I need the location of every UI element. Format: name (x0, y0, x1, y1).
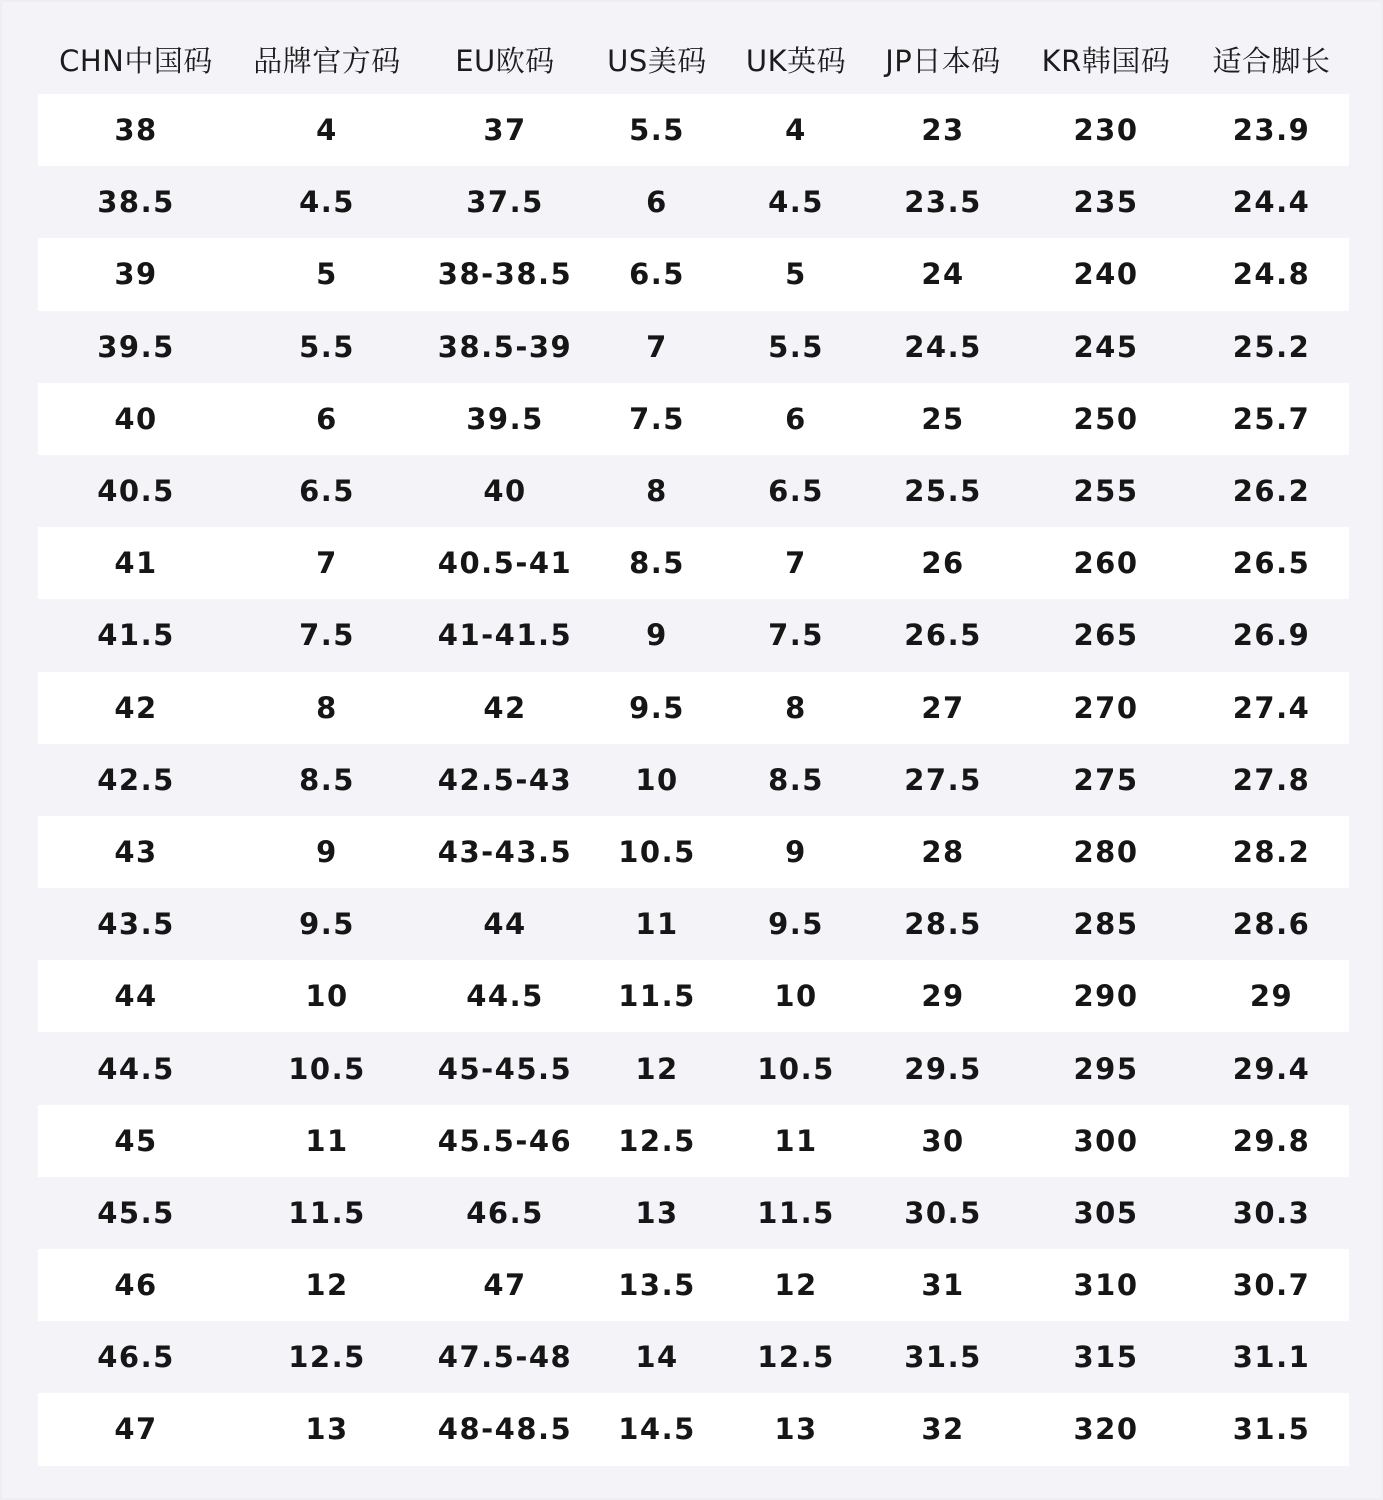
cell-eu-size: 48-48.5 (437, 1412, 573, 1447)
cell-jp-size: 27 (921, 690, 965, 725)
header-brand-size: 品牌官方码 (253, 43, 401, 78)
cell-brand-size: 7 (316, 546, 338, 581)
cell-uk-size: 7 (785, 546, 807, 581)
cell-eu-size: 44.5 (466, 979, 544, 1014)
cell-eu-size: 44 (483, 907, 527, 942)
cell-kr-size: 270 (1073, 690, 1139, 725)
cell-us-size: 14 (635, 1340, 679, 1375)
cell-jp-size: 31 (921, 1268, 965, 1303)
cell-foot-length: 23.9 (1232, 113, 1311, 148)
cell-foot-length: 31.5 (1232, 1412, 1311, 1447)
cell-eu-size: 45.5-46 (437, 1123, 573, 1158)
cell-uk-size: 12.5 (757, 1340, 835, 1375)
cell-jp-size: 24.5 (904, 329, 982, 364)
cell-chn-size: 41.5 (97, 618, 175, 653)
cell-brand-size: 7.5 (299, 618, 355, 653)
cell-eu-size: 46.5 (466, 1195, 544, 1230)
table-row (38, 672, 1349, 744)
cell-chn-size: 42.5 (97, 762, 175, 797)
cell-foot-length: 24.8 (1232, 257, 1311, 292)
header-uk-size: UK英码 (745, 43, 847, 78)
cell-foot-length: 30.3 (1232, 1195, 1311, 1230)
cell-kr-size: 250 (1073, 401, 1139, 436)
cell-us-size: 12.5 (618, 1123, 696, 1158)
cell-uk-size: 4.5 (768, 185, 824, 220)
cell-kr-size: 235 (1073, 185, 1139, 220)
table-body (38, 94, 1349, 1466)
table-row (38, 166, 1349, 238)
cell-uk-size: 5.5 (768, 329, 824, 364)
cell-uk-size: 7.5 (768, 618, 824, 653)
cell-kr-size: 320 (1073, 1412, 1139, 1447)
cell-eu-size: 42.5-43 (437, 762, 573, 797)
header-foot-length: 适合脚长 (1212, 43, 1331, 78)
cell-foot-length: 28.6 (1232, 907, 1311, 942)
cell-foot-length: 29 (1249, 979, 1294, 1014)
cell-kr-size: 265 (1073, 618, 1139, 653)
cell-jp-size: 23 (921, 113, 965, 148)
cell-chn-size: 41 (114, 546, 158, 581)
cell-kr-size: 240 (1073, 257, 1139, 292)
cell-eu-size: 41-41.5 (437, 618, 573, 653)
cell-foot-length: 29.4 (1232, 1051, 1311, 1086)
cell-jp-size: 24 (921, 257, 965, 292)
cell-us-size: 14.5 (618, 1412, 696, 1447)
cell-brand-size: 8.5 (299, 762, 355, 797)
table-row (38, 94, 1349, 166)
cell-foot-length: 27.8 (1232, 762, 1311, 797)
cell-chn-size: 45 (114, 1123, 158, 1158)
cell-brand-size: 9.5 (299, 907, 355, 942)
cell-chn-size: 43 (114, 834, 158, 869)
cell-foot-length: 27.4 (1232, 690, 1311, 725)
cell-uk-size: 10 (774, 979, 818, 1014)
cell-chn-size: 46.5 (97, 1340, 175, 1375)
cell-brand-size: 5 (316, 257, 338, 292)
cell-jp-size: 32 (921, 1412, 965, 1447)
cell-foot-length: 30.7 (1232, 1268, 1311, 1303)
cell-uk-size: 6 (785, 401, 807, 436)
cell-brand-size: 4 (316, 113, 338, 148)
cell-brand-size: 9 (316, 834, 338, 869)
cell-eu-size: 38.5-39 (437, 329, 573, 364)
table-row (38, 1321, 1349, 1393)
cell-jp-size: 26 (921, 546, 965, 581)
cell-kr-size: 255 (1073, 474, 1139, 509)
cell-jp-size: 28.5 (904, 907, 982, 942)
cell-jp-size: 26.5 (904, 618, 982, 653)
cell-foot-length: 28.2 (1232, 834, 1311, 869)
cell-uk-size: 12 (774, 1268, 818, 1303)
cell-chn-size: 44.5 (97, 1051, 175, 1086)
cell-brand-size: 4.5 (299, 185, 355, 220)
cell-chn-size: 40.5 (97, 474, 175, 509)
header-jp-size: JP日本码 (885, 43, 1001, 78)
cell-kr-size: 290 (1073, 979, 1139, 1014)
cell-brand-size: 12 (305, 1268, 349, 1303)
cell-jp-size: 30 (921, 1123, 965, 1158)
cell-jp-size: 29.5 (904, 1051, 982, 1086)
cell-brand-size: 6 (316, 401, 338, 436)
header-us-size: US美码 (607, 43, 707, 78)
cell-foot-length: 26.5 (1232, 546, 1311, 581)
cell-brand-size: 6.5 (299, 474, 355, 509)
cell-us-size: 9 (646, 618, 668, 653)
cell-uk-size: 4 (785, 113, 807, 148)
table-row (38, 1177, 1349, 1249)
cell-uk-size: 9.5 (768, 907, 824, 942)
cell-uk-size: 11.5 (757, 1195, 835, 1230)
cell-brand-size: 10.5 (288, 1051, 366, 1086)
table-row (38, 238, 1349, 310)
cell-us-size: 13.5 (618, 1268, 696, 1303)
cell-jp-size: 23.5 (904, 185, 982, 220)
cell-kr-size: 275 (1073, 762, 1139, 797)
cell-uk-size: 8 (785, 690, 807, 725)
header-eu-size: EU欧码 (455, 43, 555, 78)
table-row (38, 888, 1349, 960)
cell-us-size: 7 (646, 329, 668, 364)
table-row (38, 1393, 1349, 1465)
table-row (38, 311, 1349, 383)
cell-brand-size: 5.5 (299, 329, 355, 364)
cell-kr-size: 305 (1073, 1195, 1139, 1230)
cell-kr-size: 280 (1073, 834, 1139, 869)
cell-us-size: 9.5 (629, 690, 685, 725)
header-kr-size: KR韩国码 (1041, 43, 1171, 78)
cell-eu-size: 43-43.5 (437, 834, 573, 869)
cell-eu-size: 40.5-41 (437, 546, 573, 581)
cell-uk-size: 11 (774, 1123, 818, 1158)
cell-chn-size: 44 (114, 979, 158, 1014)
cell-foot-length: 26.9 (1232, 618, 1311, 653)
table-row (38, 1249, 1349, 1321)
cell-uk-size: 13 (774, 1412, 818, 1447)
cell-us-size: 11.5 (618, 979, 696, 1014)
cell-eu-size: 37 (483, 113, 527, 148)
cell-eu-size: 47 (483, 1268, 527, 1303)
header-chn-size: CHN中国码 (59, 43, 213, 78)
cell-us-size: 8.5 (629, 546, 685, 581)
cell-eu-size: 40 (483, 474, 527, 509)
cell-foot-length: 25.7 (1232, 401, 1311, 436)
cell-brand-size: 10 (305, 979, 349, 1014)
table-row (38, 960, 1349, 1032)
cell-chn-size: 42 (114, 690, 158, 725)
cell-chn-size: 46 (114, 1268, 158, 1303)
cell-chn-size: 45.5 (97, 1195, 175, 1230)
cell-uk-size: 6.5 (768, 474, 824, 509)
cell-foot-length: 31.1 (1232, 1340, 1311, 1375)
cell-chn-size: 43.5 (97, 907, 175, 942)
table-row (38, 527, 1349, 599)
cell-brand-size: 11.5 (288, 1195, 366, 1230)
cell-foot-length: 29.8 (1232, 1123, 1311, 1158)
table-row (38, 744, 1349, 816)
cell-kr-size: 300 (1073, 1123, 1139, 1158)
cell-kr-size: 230 (1073, 113, 1139, 148)
cell-uk-size: 5 (785, 257, 807, 292)
table-row (38, 599, 1349, 671)
cell-jp-size: 31.5 (904, 1340, 982, 1375)
cell-eu-size: 45-45.5 (437, 1051, 573, 1086)
cell-jp-size: 30.5 (904, 1195, 982, 1230)
cell-us-size: 10 (635, 762, 679, 797)
cell-us-size: 5.5 (629, 113, 685, 148)
cell-chn-size: 40 (114, 401, 158, 436)
cell-chn-size: 39.5 (97, 329, 175, 364)
cell-jp-size: 27.5 (904, 762, 982, 797)
cell-brand-size: 11 (305, 1123, 349, 1158)
cell-jp-size: 25.5 (904, 474, 982, 509)
cell-chn-size: 39 (114, 257, 158, 292)
cell-us-size: 12 (635, 1051, 679, 1086)
cell-eu-size: 37.5 (466, 185, 544, 220)
table-row (38, 455, 1349, 527)
cell-foot-length: 24.4 (1232, 185, 1311, 220)
cell-kr-size: 295 (1073, 1051, 1139, 1086)
cell-us-size: 7.5 (629, 401, 685, 436)
cell-eu-size: 38-38.5 (437, 257, 573, 292)
cell-uk-size: 8.5 (768, 762, 824, 797)
cell-us-size: 13 (635, 1195, 679, 1230)
cell-foot-length: 26.2 (1232, 474, 1311, 509)
cell-us-size: 8 (646, 474, 668, 509)
cell-foot-length: 25.2 (1232, 329, 1311, 364)
cell-jp-size: 28 (921, 834, 965, 869)
cell-us-size: 6 (646, 185, 668, 220)
cell-kr-size: 315 (1073, 1340, 1139, 1375)
cell-chn-size: 47 (114, 1412, 158, 1447)
cell-kr-size: 260 (1073, 546, 1139, 581)
table-row (38, 816, 1349, 888)
cell-kr-size: 245 (1073, 329, 1139, 364)
cell-uk-size: 9 (785, 834, 807, 869)
cell-brand-size: 8 (316, 690, 338, 725)
cell-chn-size: 38 (114, 113, 158, 148)
cell-uk-size: 10.5 (757, 1051, 835, 1086)
table-row (38, 1105, 1349, 1177)
cell-eu-size: 47.5-48 (437, 1340, 573, 1375)
cell-jp-size: 25 (921, 401, 965, 436)
cell-chn-size: 38.5 (97, 185, 175, 220)
cell-us-size: 6.5 (629, 257, 685, 292)
cell-brand-size: 12.5 (288, 1340, 366, 1375)
cell-kr-size: 285 (1073, 907, 1139, 942)
table-row (38, 1032, 1349, 1104)
cell-eu-size: 39.5 (466, 401, 544, 436)
cell-kr-size: 310 (1073, 1268, 1139, 1303)
cell-eu-size: 42 (483, 690, 527, 725)
cell-us-size: 10.5 (618, 834, 696, 869)
cell-brand-size: 13 (305, 1412, 349, 1447)
cell-jp-size: 29 (921, 979, 965, 1014)
table-header (38, 24, 1349, 94)
cell-us-size: 11 (635, 907, 679, 942)
table-row (38, 383, 1349, 455)
